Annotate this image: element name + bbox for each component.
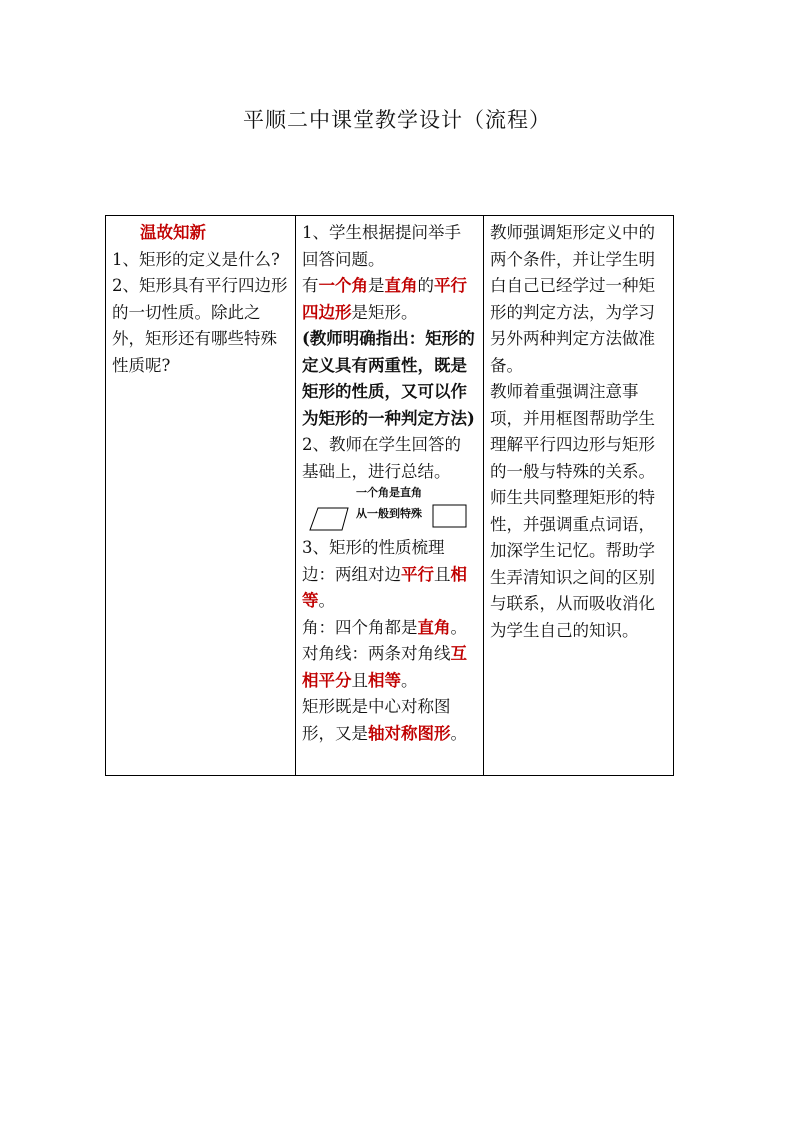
review-question-2: 2、矩形具有平行四边形的一切性质。除此之外，矩形还有哪些特殊性质呢? <box>112 276 288 375</box>
diagram-label-general-special: 从一般到特殊 <box>356 507 422 520</box>
rectangle-definition: 有一个角是直角的平行四边形是矩形。 <box>302 276 467 322</box>
intent-paragraph-1: 教师强调矩形定义中的两个条件，并让学生明白自己已经学过一种矩形的判定方法，为学习另外两种判定方法做准备。 <box>490 223 655 375</box>
parallelogram-shape <box>310 508 348 530</box>
property-diagonals: 对角线：两条对角线互相平分且相等。 <box>302 644 467 690</box>
activity-item-3: 3、矩形的性质梳理 <box>302 538 445 557</box>
property-symmetry: 矩形既是中心对称图形，又是轴对称图形。 <box>302 697 467 743</box>
review-column <box>106 216 296 775</box>
page-title: 平顺二中课堂教学设计（流程） <box>243 108 551 132</box>
activity-item-1: 1、学生根据提问举手回答问题。 <box>302 223 461 269</box>
review-question-1: 1、矩形的定义是什么? <box>112 249 280 269</box>
student-activity-column <box>296 216 484 775</box>
property-edges: 边：两组对边平行且相等。 <box>302 564 467 610</box>
lesson-table <box>105 215 674 776</box>
diagram-label-right-angle: 一个角是直角 <box>356 486 422 499</box>
rectangle-shape <box>433 505 466 527</box>
activity-item-2: 2、教师在学生回答的基础上，进行总结。 <box>302 435 461 481</box>
intent-paragraph-2: 教师着重强调注意事项，并用框图帮助学生理解平行四边形与矩形的一般与特殊的关系。 <box>490 382 655 481</box>
intent-paragraph-3: 师生共同整理矩形的特性，并强调重点词语，加深学生记忆。帮助学生弄清知识之间的区别与联系，从而吸收消化为学生自己的知识。 <box>490 488 655 640</box>
teacher-note: (教师明确指出：矩形的定义具有两重性，既是矩形的性质，又可以作为矩形的一种判定方法) <box>302 329 475 428</box>
parallelogram-to-rectangle-diagram <box>302 485 477 535</box>
property-angles: 角：四个角都是直角。 <box>302 617 467 637</box>
teacher-intent-column <box>484 216 673 775</box>
review-heading: 温故知新 <box>140 223 206 242</box>
